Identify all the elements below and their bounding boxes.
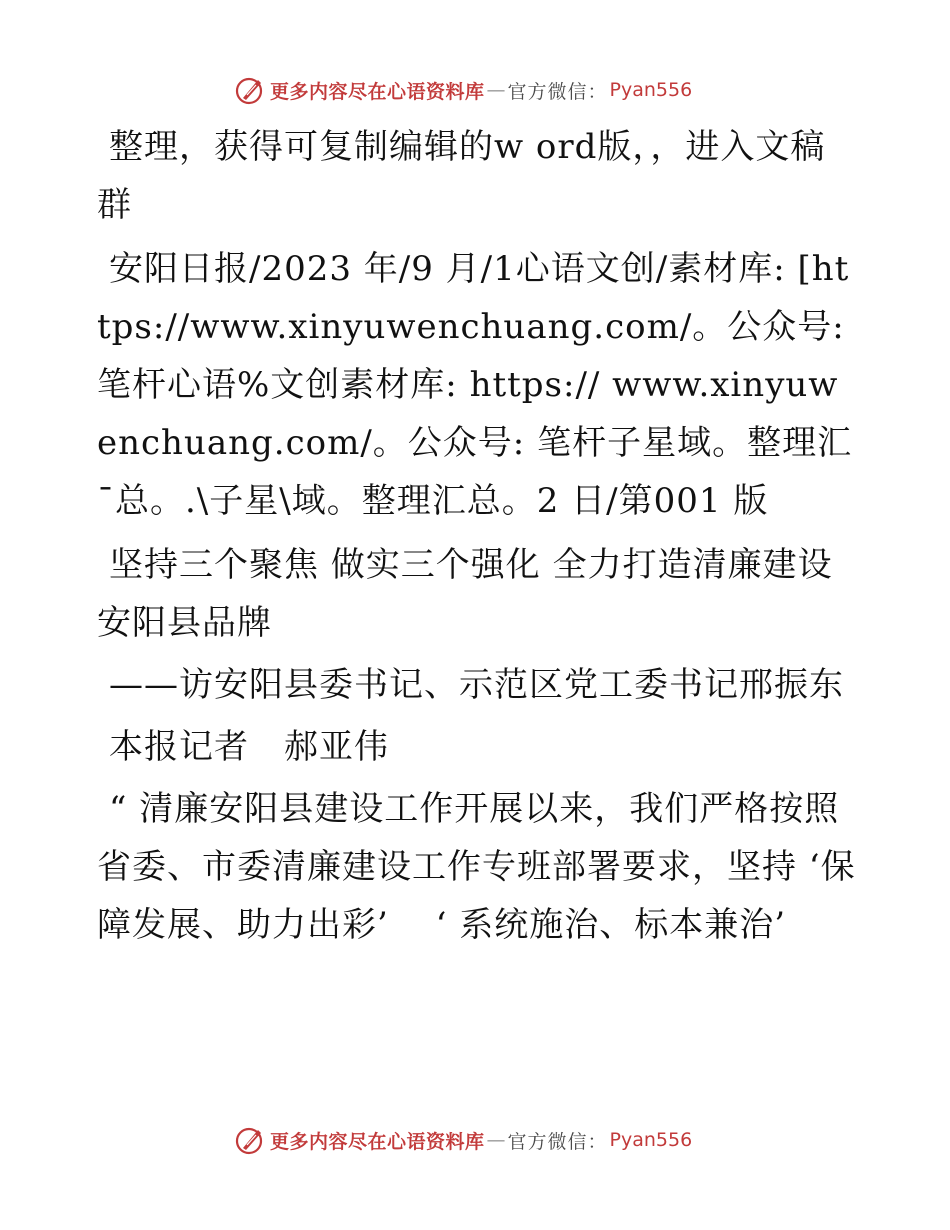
feather-pen-logo-icon xyxy=(234,74,266,106)
banner-dash: — xyxy=(486,79,506,101)
reporter-byline: 本报记者 郝亚伟 xyxy=(109,727,389,767)
body-paragraph: “ 清廉安阳县建设工作开展以来，我们严格按照省委、市委清廉建设工作专班部署要求，坚持 ‘保障发展、助力出彩’ ‘ 系统施治、标本兼治’ xyxy=(97,789,856,945)
banner-wechat-id: Pyan556 xyxy=(609,1129,693,1151)
banner-official-label: 官方微信： xyxy=(507,1130,608,1153)
source-paragraph: 安阳日报/2023 年/9 月/1心语文创/素材库: [https://www.xinyuwenchuang.com/。公众号: 笔杆心语%文创素材库: https:// www.xinyuwenchuang.com/。公众号: 笔杆子星域。整理汇¯总。.\子星\域。整理汇总。2 日/第001 版 xyxy=(97,249,853,521)
header-banner xyxy=(234,72,692,108)
intro-paragraph: 整理，获得可复制编辑的w ord版，，进入文稿群 xyxy=(97,127,826,225)
banner-main-text: 更多内容尽在心语资料库 xyxy=(270,1130,485,1153)
banner-official-label: 官方微信： xyxy=(507,80,608,103)
article-headline: 坚持三个聚焦 做实三个强化 全力打造清廉建设安阳县品牌 xyxy=(97,545,833,643)
document-body xyxy=(97,118,857,954)
banner-dash: — xyxy=(486,1129,506,1151)
feather-pen-logo-icon xyxy=(234,1124,266,1156)
banner-main-text: 更多内容尽在心语资料库 xyxy=(270,80,485,103)
banner-wechat-id: Pyan556 xyxy=(609,79,693,101)
article-subheadline: ——访安阳县委书记、示范区党工委书记邢振东 xyxy=(109,665,844,705)
footer-banner xyxy=(234,1122,692,1158)
